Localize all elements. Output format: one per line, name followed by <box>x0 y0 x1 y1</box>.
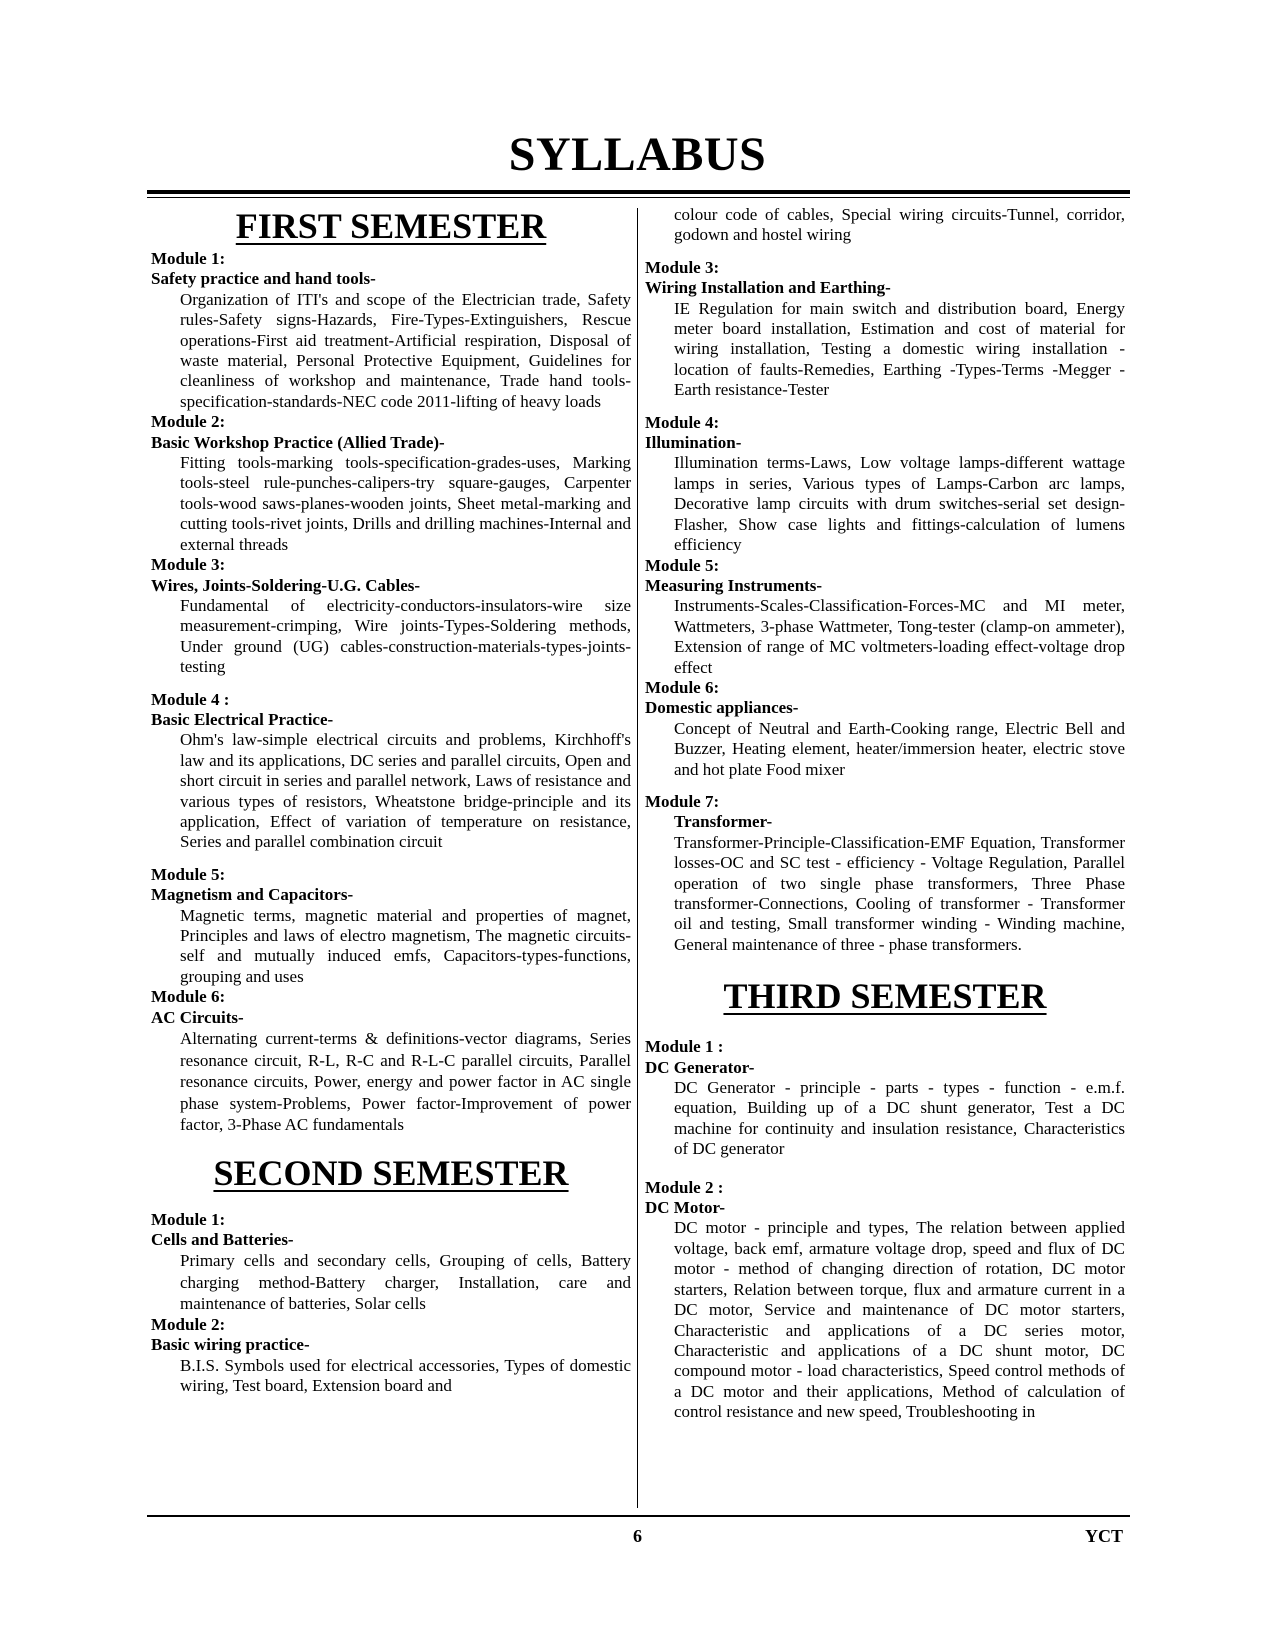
module-label: Module 5: <box>151 864 226 884</box>
module-topic: Magnetism and Capacitors- <box>151 885 354 905</box>
module-description: B.I.S. Symbols used for electrical accessories, Types of domestic wiring, Test board, Extension board and <box>180 1355 631 1396</box>
module-description: DC motor - principle and types, The relation between applied voltage, back emf, armature voltage drop, speed and flux of DC motor - method of changing direction of rotation, DC motor starters, Relation between torque, flux and armature current in a DC motor, Service and maintenance of DC motor starters, Characteristic and applications of a DC series motor, Characteristic and applications of a DC shunt motor, DC compound motor - load characteristics, Speed control methods of a DC motor and their applications, Method of calculation of control resistance and new speed, Troubleshooting in <box>674 1218 1125 1422</box>
module-topic: Basic wiring practice- <box>151 1335 310 1355</box>
module-topic: Measuring Instruments- <box>645 575 823 595</box>
module-block <box>645 413 1125 556</box>
right-column <box>645 205 1125 1423</box>
module-label: Module 7: <box>645 791 720 811</box>
first-semester-heading: FIRST SEMESTER <box>235 206 547 246</box>
module-block <box>151 412 631 555</box>
module-block <box>645 1178 1125 1423</box>
module-topic: DC Generator- <box>645 1057 755 1077</box>
module-description: Ohm's law-simple electrical circuits and problems, Kirchhoff's law and its applications, DC series and parallel circuits, Open and short circuit in series and parallel network, Laws of resistance and various types of resistors, Wheatstone bridge-principle and its application, Effect of variation of temperature on resistance, Series and parallel combination circuit <box>180 730 631 852</box>
module-label: Module 6: <box>151 987 226 1007</box>
publisher-brand: YCT <box>1084 1526 1123 1546</box>
module-topic: DC Motor- <box>645 1198 726 1218</box>
module-description: Alternating current-terms & definitions-vector diagrams, Series resonance circuit, R-L, R-C and R-L-C parallel circuits, Parallel resonance circuits, Power, energy and power factor in AC single phase system-Problems, Power factor-Improvement of power factor, 3-Phase AC fundamentals <box>180 1029 631 1135</box>
module-description: Organization of ITI's and scope of the Electrician trade, Safety rules-Safety signs-Hazards, Fire-Types-Extinguishers, Rescue operations-First aid treatment-Artificial respiration, Disposal of waste material, Personal Protective Equipment, Guidelines for cleanliness of workshop and maintenance, Trade hand tools-specification-standards-NEC code 2011-lifting of heavy loads <box>180 289 631 411</box>
left-column <box>151 205 631 1396</box>
column-divider <box>637 208 638 1508</box>
module-block <box>645 258 1125 401</box>
module-topic: Transformer- <box>674 812 773 832</box>
page-title: SYLLABUS <box>508 128 767 181</box>
module-topic: Basic Workshop Practice (Allied Trade)- <box>151 432 445 452</box>
module-topic: Cells and Batteries- <box>151 1229 294 1249</box>
module-block <box>645 556 1125 678</box>
module-description: Illumination terms-Laws, Low voltage lamps-different wattage lamps in series, Various types of Lamps-Carbon arc lamps, Decorative lamp circuits with drum switches-serial set design-Flasher, Show case lights and fittings-calculation of lumens efficiency <box>674 453 1125 555</box>
third-semester-heading: THIRD SEMESTER <box>723 976 1047 1017</box>
module-description: Primary cells and secondary cells, Grouping of cells, Battery charging method-Battery charger, Installation, care and maintenance of batteries, Solar cells <box>180 1251 631 1314</box>
module-label: Module 2 : <box>645 1177 724 1197</box>
module-description: Transformer-Principle-Classification-EMF Equation, Transformer losses-OC and SC test - efficiency - Voltage Regulation, Parallel operation of two single phase transformers, Three Phase transformer-Connections, Cooling of transformer - Transformer oil and testing, Small transformer winding - Winding machine, General maintenance of three - phase transformers. <box>674 832 1125 954</box>
module-description: Magnetic terms, magnetic material and properties of magnet, Principles and laws of electro magnetism, The magnetic circuits-self and mutually induced emfs, Capacitors-types-functions, grouping and uses <box>180 905 631 986</box>
module-block <box>645 678 1125 780</box>
module-label: Module 3: <box>151 555 226 575</box>
module-label: Module 4: <box>645 412 720 432</box>
module-description: DC Generator - principle - parts - types - function - e.m.f. equation, Building up of a DC shunt generator, Test a DC machine for continuity and insulation resistance, Characteristics of DC generator <box>674 1078 1125 1159</box>
module-block <box>151 987 631 1135</box>
module-block <box>151 249 631 412</box>
module-label: Module 1: <box>151 1209 226 1229</box>
module-label: Module 1 : <box>645 1037 724 1057</box>
module-block <box>151 690 631 853</box>
continued-text: colour code of cables, Special wiring circuits-Tunnel, corridor, godown and hostel wiring <box>674 205 1125 245</box>
module-block <box>645 792 1125 955</box>
module-block <box>151 555 631 677</box>
module-topic: Safety practice and hand tools- <box>151 269 376 289</box>
module-label: Module 6: <box>645 677 720 697</box>
title-rule-thick <box>147 190 1130 194</box>
module-topic: Wiring Installation and Earthing- <box>645 278 891 298</box>
module-block <box>151 1315 631 1397</box>
module-label: Module 2: <box>151 412 226 432</box>
page-number: 6 <box>633 1526 642 1546</box>
module-block <box>151 1210 631 1315</box>
module-description: IE Regulation for main switch and distribution board, Energy meter board installation, Estimation and cost of material for wiring installation, Testing a domestic wiring installation - location of faults-Remedies, Earthing -Types-Terms -Megger - Earth resistance-Tester <box>674 298 1125 400</box>
module-block <box>151 865 631 987</box>
module-label: Module 1: <box>151 249 226 268</box>
module-topic: Domestic appliances- <box>645 698 799 718</box>
module-description: Concept of Neutral and Earth-Cooking range, Electric Bell and Buzzer, Heating element, heater/immersion heater, electric stove and hot plate Food mixer <box>674 718 1125 779</box>
module-label: Module 3: <box>645 257 720 277</box>
title-rule-thin <box>147 197 1130 198</box>
module-description: Fundamental of electricity-conductors-insulators-wire size measurement-crimping, Wire joints-Types-Soldering methods, Under ground (UG) cables-construction-materials-types-joints-testing <box>180 595 631 677</box>
module-description: Fitting tools-marking tools-specification-grades-uses, Marking tools-steel rule-punches-calipers-try square-gauges, Carpenter tools-wood saws-planes-wooden joints, Sheet metal-marking and cutting tools-rivet joints, Drills and drilling machines-Internal and external threads <box>180 453 631 554</box>
module-topic: AC Circuits- <box>151 1007 244 1027</box>
module-topic: Illumination- <box>645 433 742 453</box>
module-label: Module 5: <box>645 555 720 575</box>
module-topic: Wires, Joints-Soldering-U.G. Cables- <box>151 575 421 595</box>
module-topic: Basic Electrical Practice- <box>151 709 334 729</box>
second-semester-heading: SECOND SEMESTER <box>213 1152 569 1193</box>
module-block <box>645 1037 1125 1159</box>
module-label: Module 2: <box>151 1314 226 1334</box>
module-description: Instruments-Scales-Classification-Forces-MC and MI meter, Wattmeters, 3-phase Wattmeter, Tong-tester (clamp-on ammeter), Extension of range of MC voltmeters-loading effect-voltage drop effect <box>674 596 1125 677</box>
module-label: Module 4 : <box>151 689 230 709</box>
footer-rule <box>147 1515 1130 1517</box>
